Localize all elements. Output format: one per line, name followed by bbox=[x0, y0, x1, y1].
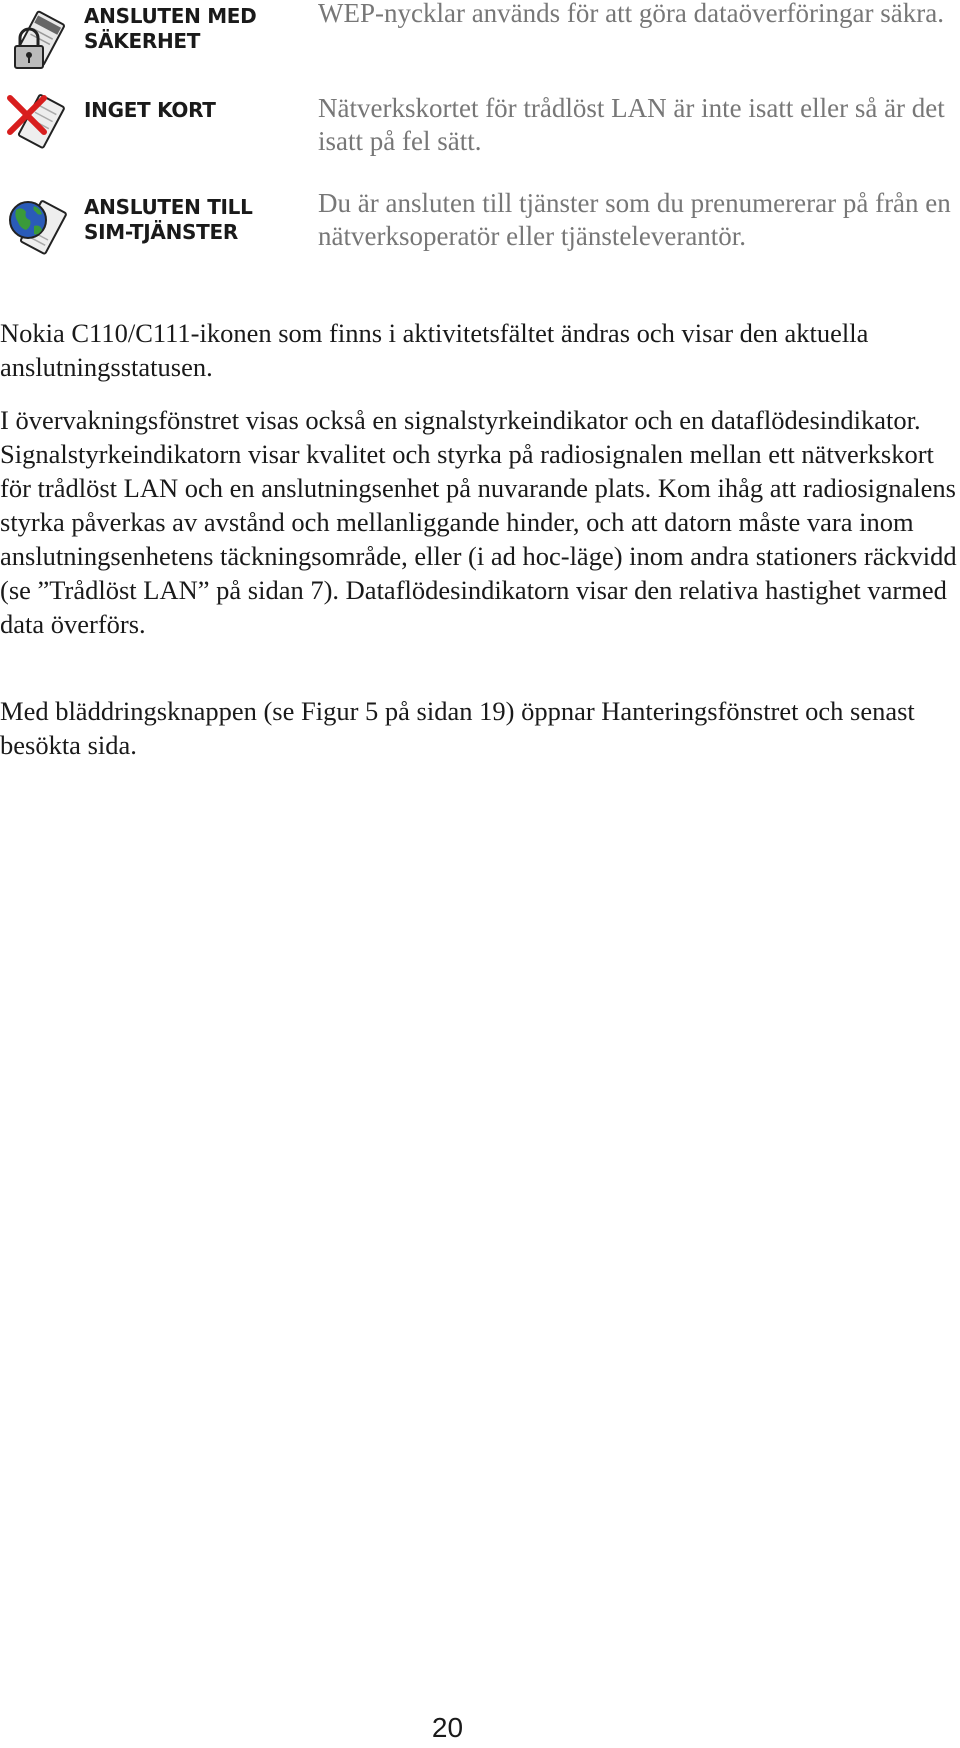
paragraph-status-icon: Nokia C110/C111-ikonen som finns i aktivitetsfältet ändras och visar den aktuella anslutningsstatusen. bbox=[0, 318, 869, 382]
paragraph-browse-button: Med bläddringsknappen (se Figur 5 på sidan 19) öppnar Hanteringsfönstret och senast besökta sida. bbox=[0, 696, 915, 760]
lock-card-icon bbox=[6, 10, 68, 72]
status-label: INGET KORT bbox=[84, 98, 216, 122]
status-description: Nätverkskortet för trådlöst LAN är inte isatt eller så är det isatt på fel sätt. bbox=[318, 93, 945, 156]
page-number: 20 bbox=[431, 1712, 464, 1743]
status-description: WEP-nycklar används för att göra dataöverföringar säkra. bbox=[318, 0, 944, 28]
globe-card-icon bbox=[6, 196, 68, 258]
status-description: Du är ansluten till tjänster som du prenumererar på från en nätverksoperatör eller tjänsteleverantör. bbox=[318, 188, 951, 251]
status-label: ANSLUTEN TILL SIM-TJÄNSTER bbox=[84, 195, 253, 244]
status-label: ANSLUTEN MED SÄKERHET bbox=[84, 4, 257, 53]
paragraph-monitor-window: I övervakningsfönstret visas också en signalstyrkeindikator och en dataflödesindikator. Signalstyrkeindikatorn visar kvalitet och styrka på radiosignalen mellan ett nätverkskort för trådlöst LAN och en anslutningsenhet på nuvarande plats. Kom ihåg att radiosignalens styrka påverkas av avstånd och mellanliggande hinder, och att datorn måste vara inom anslutningsenhetens täckningsområde, eller (i ad hoc-läge) inom andra stationers räckvidd (se ”Trådlöst LAN” på sidan 7). Dataflödesindikatorn visar den relativa hastighet varmed data överförs. bbox=[0, 405, 957, 639]
red-x-card-icon bbox=[6, 92, 68, 154]
